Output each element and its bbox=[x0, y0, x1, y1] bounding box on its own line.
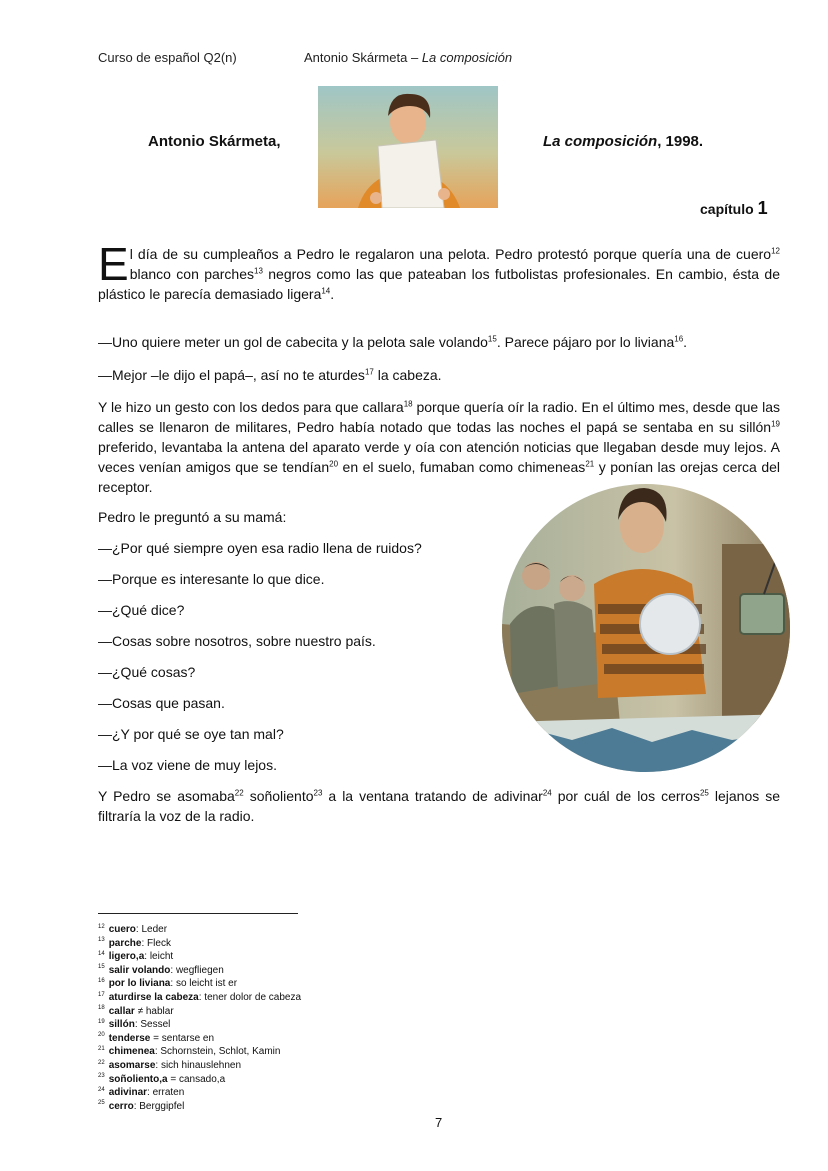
footnote-definition: wegfliegen bbox=[175, 964, 224, 976]
footnote-ref: 23 bbox=[313, 788, 323, 798]
footnote-term: callar bbox=[108, 1005, 135, 1017]
paragraph-text: lejanos se filtraría la voz de la radio. bbox=[98, 788, 781, 824]
paragraph-4 bbox=[98, 397, 780, 497]
footnote-term: salir volando bbox=[108, 964, 171, 976]
dialogue-line: —La voz viene de muy lejos. bbox=[98, 757, 277, 773]
footnote-number: 17 bbox=[98, 991, 105, 998]
course-header: Curso de español Q2(n) bbox=[98, 50, 237, 65]
footnote bbox=[98, 937, 301, 951]
dialogue-line: —Porque es interesante lo que dice. bbox=[98, 571, 325, 587]
footnote-term: parche bbox=[108, 937, 142, 949]
dialogue-line: —Cosas que pasan. bbox=[98, 695, 225, 711]
footnote-number: 25 bbox=[98, 1100, 105, 1107]
footnote-number: 14 bbox=[98, 950, 105, 957]
footnote-sep: : bbox=[198, 991, 205, 1003]
footnote-number: 20 bbox=[98, 1032, 105, 1039]
footnote-sep: = bbox=[167, 1073, 179, 1085]
footnote-ref: 16 bbox=[674, 334, 684, 344]
footnote bbox=[98, 923, 301, 937]
title-author: Antonio Skármeta, bbox=[148, 133, 281, 150]
paragraph-1 bbox=[98, 238, 780, 304]
footnote-number: 19 bbox=[98, 1018, 105, 1025]
footnote-ref: 22 bbox=[234, 788, 244, 798]
dialogue-line: —Cosas sobre nosotros, sobre nuestro país. bbox=[98, 633, 376, 649]
paragraph-3 bbox=[98, 365, 780, 385]
footnote-definition: leicht bbox=[149, 951, 174, 963]
footnote-number: 18 bbox=[98, 1005, 105, 1012]
paragraph-text: en el suelo, fumaban como chimeneas bbox=[338, 459, 586, 475]
dialogue-line: —¿Qué cosas? bbox=[98, 664, 196, 680]
footnote-ref: 17 bbox=[364, 367, 374, 377]
family-listening-radio-image bbox=[502, 484, 790, 772]
page-number: 7 bbox=[435, 1115, 443, 1130]
footnote-term: ligero,a bbox=[108, 951, 145, 963]
footnote-number: 16 bbox=[98, 978, 105, 985]
dialogue-line: —¿Por qué siempre oyen esa radio llena de ruidos? bbox=[98, 540, 422, 556]
footnote-number: 23 bbox=[98, 1073, 105, 1080]
running-dash: – bbox=[407, 50, 422, 65]
paragraph-text: porque quería oír la radio. En el último mes, desde que las calles se llenaron de militares, Pedro había notado que todas las noches el papá se sentaba en su sillón bbox=[98, 399, 780, 435]
footnote-term: cerro bbox=[108, 1100, 134, 1112]
footnote bbox=[98, 1005, 301, 1019]
footnote-sep: : bbox=[134, 1019, 141, 1031]
footnote-term: soñoliento,a bbox=[108, 1073, 168, 1085]
footnote-ref: 18 bbox=[403, 399, 413, 409]
footnote-definition: erraten bbox=[152, 1087, 185, 1099]
paragraph-text: —Uno quiere meter un gol de cabecita y la pelota sale volando bbox=[98, 334, 488, 350]
book-title: La composición bbox=[543, 133, 658, 150]
paragraph-2 bbox=[98, 332, 780, 352]
dialogue-line: —¿Qué dice? bbox=[98, 602, 185, 618]
footnote-ref: 12 bbox=[771, 246, 780, 256]
footnote-sep: : bbox=[133, 1100, 140, 1112]
footnote-term: adivinar bbox=[108, 1087, 148, 1099]
paragraph-text: Y Pedro se asomaba bbox=[98, 788, 235, 804]
chapter-label: capítulo bbox=[700, 201, 754, 217]
footnote bbox=[98, 1032, 301, 1046]
footnote bbox=[98, 964, 301, 978]
footnote-definition: Schornstein, Schlot, Kamin bbox=[160, 1046, 281, 1058]
paragraph-text: negros como las que pateaban los futbolistas profesionales. En cambio, ésta de plástico le parecía demasiado ligera bbox=[98, 266, 780, 302]
footnote-divider bbox=[98, 913, 298, 914]
footnote-number: 21 bbox=[98, 1046, 105, 1053]
footnote-ref: 15 bbox=[487, 334, 497, 344]
paragraph-text: . Parece pájaro por lo liviana bbox=[496, 334, 675, 350]
footnote-sep: = bbox=[150, 1032, 162, 1044]
footnote-number: 15 bbox=[98, 964, 105, 971]
paragraph-text: blanco con parches bbox=[129, 266, 255, 282]
paragraph-text: por cuál de los cerros bbox=[551, 788, 700, 804]
footnote bbox=[98, 950, 301, 964]
footnote-number: 24 bbox=[98, 1086, 105, 1093]
footnote-term: cuero bbox=[108, 924, 136, 935]
footnote-sep: : bbox=[135, 924, 142, 935]
footnote-ref: 21 bbox=[585, 459, 595, 469]
paragraph-text: . bbox=[330, 286, 335, 302]
footnote-sep: : bbox=[170, 978, 176, 990]
paragraph-text: Y le hizo un gesto con los dedos para que callara bbox=[98, 399, 404, 415]
paragraph-text: soñoliento bbox=[243, 788, 314, 804]
paragraph-text: l día de su cumpleaños a Pedro le regalaron una pelota. Pedro protestó porque quería una de cuero bbox=[129, 246, 772, 262]
footnote-ref: 14 bbox=[321, 286, 331, 296]
footnote-sep: : bbox=[155, 1059, 161, 1071]
footnote-term: por lo liviana bbox=[108, 978, 171, 990]
dialogue-line: —¿Y por qué se oye tan mal? bbox=[98, 726, 284, 742]
drop-cap: E bbox=[98, 238, 129, 290]
footnote-sep: ≠ bbox=[134, 1005, 146, 1017]
footnote bbox=[98, 1059, 301, 1073]
footnote bbox=[98, 977, 301, 991]
footnote-ref: 24 bbox=[542, 788, 552, 798]
running-author: Antonio Skármeta bbox=[304, 50, 408, 65]
radio-scene-illustration bbox=[502, 484, 790, 772]
footnote bbox=[98, 1045, 301, 1059]
book-year: , 1998. bbox=[657, 133, 704, 150]
footnote bbox=[98, 1073, 301, 1087]
running-book-title: La composición bbox=[421, 50, 513, 65]
footnote-definition: Berggipfel bbox=[139, 1100, 185, 1112]
footnote-number: 13 bbox=[98, 937, 105, 944]
footnote-sep: : bbox=[170, 964, 176, 976]
footnote-ref: 13 bbox=[254, 266, 263, 276]
footnote-number: 22 bbox=[98, 1059, 105, 1066]
paragraph-6 bbox=[98, 786, 780, 826]
footnotes bbox=[98, 923, 301, 1113]
footnote bbox=[98, 991, 301, 1005]
footnote-number: 12 bbox=[98, 923, 105, 930]
paragraph-text: . bbox=[683, 334, 688, 350]
footnote-sep: : bbox=[144, 951, 150, 963]
footnote-definition: tener dolor de cabeza bbox=[204, 991, 302, 1003]
footnote-definition: sich hinauslehnen bbox=[160, 1059, 242, 1071]
footnote bbox=[98, 1086, 301, 1100]
chapter-heading bbox=[700, 198, 768, 219]
footnote bbox=[98, 1018, 301, 1032]
footnote-term: aturdirse la cabeza bbox=[108, 991, 199, 1003]
footnote-term: asomarse bbox=[108, 1059, 156, 1071]
footnote-sep: : bbox=[141, 937, 148, 949]
footnote-definition: Leder bbox=[141, 924, 168, 935]
footnote-definition: Fleck bbox=[147, 937, 171, 949]
title-book bbox=[543, 133, 703, 150]
footnote-definition: sentarse en bbox=[161, 1032, 215, 1044]
footnote-ref: 25 bbox=[699, 788, 709, 798]
footnote bbox=[98, 1100, 301, 1114]
footnote-definition: cansado,a bbox=[179, 1073, 226, 1085]
footnote-ref: 20 bbox=[329, 459, 339, 469]
paragraph-5: Pedro le preguntó a su mamá: bbox=[98, 509, 287, 525]
footnote-term: chimenea bbox=[108, 1046, 155, 1058]
paragraph-text: a la ventana tratando de adivinar bbox=[322, 788, 543, 804]
footnote-term: tenderse bbox=[108, 1032, 151, 1044]
footnote-ref: 19 bbox=[771, 419, 780, 429]
boy-reading-illustration bbox=[318, 86, 498, 208]
footnote-definition: Sessel bbox=[140, 1019, 171, 1031]
cover-illustration bbox=[318, 86, 498, 208]
paragraph-text: y ponían las orejas cerca del receptor. bbox=[98, 459, 781, 495]
footnote-term: sillón bbox=[108, 1019, 135, 1031]
footnote-definition: hablar bbox=[145, 1005, 174, 1017]
chapter-number: 1 bbox=[757, 198, 768, 218]
running-title bbox=[304, 50, 512, 65]
footnote-sep: : bbox=[154, 1046, 161, 1058]
paragraph-text: preferido, levantaba la antena del aparato verde y oía con atención noticias que llegaban desde muy lejos. A veces venían amigos que se tendían bbox=[98, 439, 780, 475]
footnote-sep: : bbox=[147, 1087, 153, 1099]
footnote-definition: so leicht ist er bbox=[175, 978, 238, 990]
paragraph-text: —Mejor –le dijo el papá–, así no te aturdes bbox=[98, 367, 365, 383]
paragraph-text: la cabeza. bbox=[373, 367, 442, 383]
